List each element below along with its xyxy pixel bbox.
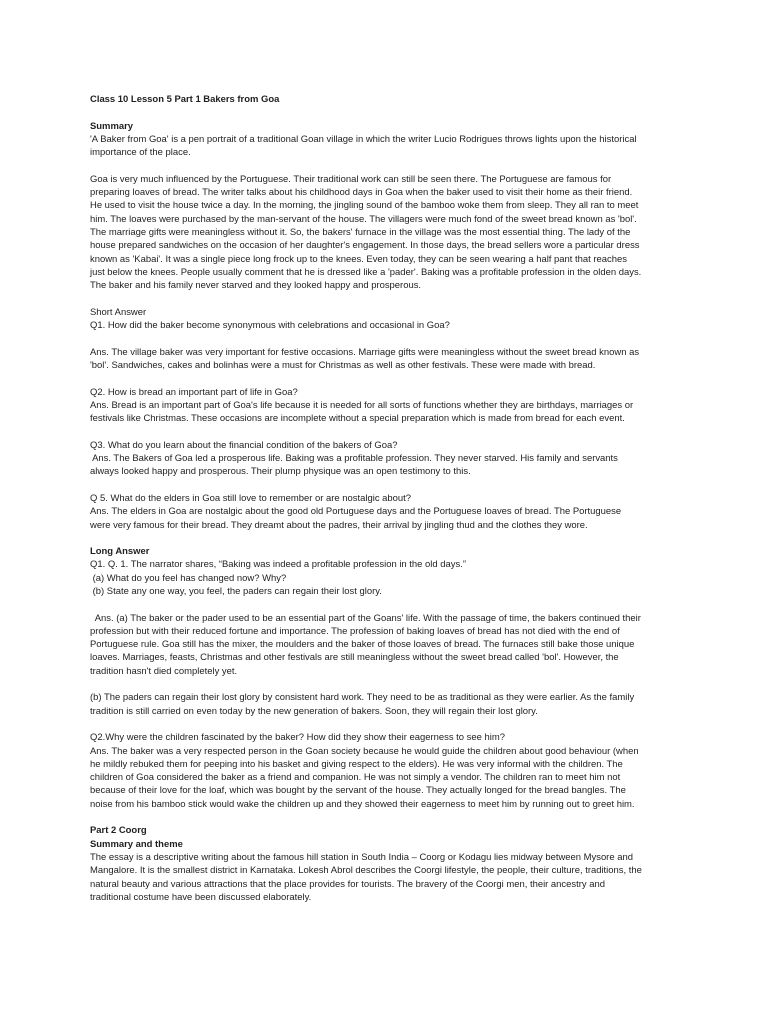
text-line: Ans. Bread is an important part of Goa's life because it is needed for all sorts of functions whether they are birthdays, marriages or (90, 399, 634, 411)
text-line: children of Goa considered the baker as a friend and companion. He was not simply a vendor. The children ran to meet him not (90, 772, 621, 784)
long-answer-heading: Long Answer (90, 546, 150, 558)
text-line: natural beauty and various attractions that the place provides for tourists. The bravery of the Coorgi men, their ancestry and (90, 878, 605, 890)
summary-heading: Summary (90, 120, 134, 132)
text-line: Goa is very much influenced by the Portuguese. Their traditional work can still be seen there. The Portuguese are famous for (90, 173, 612, 185)
answer-3 (90, 452, 708, 479)
text-line: festivals like Christmas. These occasions are incomplete without a special preparation which is made from bread for each event. (90, 413, 625, 425)
question-5: Q 5. What do the elders in Goa still love to remember or are nostalgic about? (90, 492, 412, 504)
text-line: Ans. The Bakers of Goa led a prosperous life. Baking was a profitable profession. They never starved. His family and servants (90, 453, 618, 465)
text-line: preparing loaves of bread. The writer talks about his childhood days in Goa when the baker used to visit their home as their friend. (90, 187, 633, 199)
text-line: Q1. Q. 1. The narrator shares, “Baking was indeed a profitable profession in the old days.” (90, 559, 466, 571)
text-line: The marriage gifts were meaningless without it. So, the bakers' furnace in the village was the most essential thing. The lady of the (90, 226, 631, 238)
text-line: The baker and his family never starved and they looked happy and prosperous. (90, 280, 422, 292)
text-line: loaves. Marriages, feasts, Christmas and other festivals are still meaningless without the sweet bread called 'bol'. However, the (90, 652, 619, 664)
question-2: Q2. How is bread an important part of life in Goa? (90, 386, 298, 398)
text-line: just below the knees. People usually comment that he is dressed like a 'pader'. Baking was a profitable profession in the olden days. (90, 266, 642, 278)
text-line: were very famous for their bread. They dreamt about the padres, their arrival by jingling thud and the clothes they wore. (90, 519, 588, 531)
long-answer-2 (90, 745, 708, 811)
text-line: Portuguese rule. Goa still has the mixer, the moulders and the baker of those loaves of bread. The furnaces still bake those unique (90, 639, 635, 651)
text-line: profession but with their reduced fortune and importance. The profession of baking loaves of bread has not died with the end of (90, 625, 620, 637)
text-line: he mildly rebuked them for peeping into his basket and giving respect to the elders). He was very informal with the children. The (90, 758, 623, 770)
text-line: He used to visit the house twice a day. In the morning, the jingling sound of the bamboo woke them from sleep. They all ran to meet (90, 200, 639, 212)
part-2-subheading: Summary and theme (90, 838, 183, 850)
text-line: known as 'Kabai'. It was a single piece long frock up to the knees. Even today, they can be seen wearing a half pant that reaches (90, 253, 627, 265)
text-line: noise from his bamboo stick would wake the children up and they showed their eagerness to meet him by running out to greet him. (90, 798, 635, 810)
document-title: Class 10 Lesson 5 Part 1 Bakers from Goa (90, 94, 280, 105)
text-line: 'A Baker from Goa' is a pen portrait of a traditional Goan village in which the writer Lucio Rodrigues throws lights upon the historical (90, 133, 637, 145)
text-line: traditional costume have been discussed elaborately. (90, 891, 312, 903)
summary-paragraph-2 (90, 173, 708, 293)
text-line: Ans. The village baker was very important for festive occasions. Marriage gifts were meaningless without the sweet bread known as (90, 346, 640, 358)
text-line: tradition hasn't died completely yet. (90, 665, 238, 677)
text-line: (b) State any one way, you feel, the paders can regain their lost glory. (90, 585, 382, 597)
short-answer-heading: Short Answer (90, 306, 147, 318)
text-line: (a) What do you feel has changed now? Why? (90, 572, 287, 584)
question-3: Q3. What do you learn about the financial condition of the bakers of Goa? (90, 439, 398, 451)
text-line: 'bol'. Sandwiches, cakes and bolinhas were a must for Christmas as well as other festivals. These were made with bread. (90, 359, 596, 371)
text-line: always looked happy and prosperous. Their plump physique was an open testimony to this. (90, 466, 471, 478)
part-2-heading: Part 2 Coorg (90, 825, 147, 837)
text-line: him. The loaves were purchased by the man-servant of the house. The villagers were much fond of the sweet bread known as 'bol'. (90, 213, 637, 225)
text-line: Mangalore. It is the smallest district in Karnataka. Lokesh Abrol describes the Coorgi lifestyle, the people, their culture, traditions, the (90, 865, 642, 877)
text-line: because of their love for the loaf, which was bought by the servant of the house. They actually longed for the bread bangles. The (90, 785, 626, 797)
text-line: importance of the place. (90, 147, 191, 159)
long-answer-1b (90, 691, 708, 718)
text-line: The essay is a descriptive writing about the famous hill station in South India – Coorg or Kodagu lies midway between Mysore and (90, 851, 633, 863)
part-2-paragraph (90, 851, 708, 904)
text-line: Ans. The baker was a very respected person in the Goan society because he would guide the children about good behaviour (when (90, 745, 639, 757)
answer-1 (90, 346, 708, 373)
long-question-2: Q2.Why were the children fascinated by the baker? How did they show their eagerness to see him? (90, 732, 505, 744)
long-question-1 (90, 558, 708, 598)
summary-paragraph-1 (90, 133, 708, 160)
answer-2 (90, 399, 708, 426)
answer-5 (90, 505, 708, 532)
text-line: Ans. The elders in Goa are nostalgic about the good old Portuguese days and the Portuguese loaves of bread. The Portuguese (90, 506, 622, 518)
text-line: Ans. (a) The baker or the pader used to be an essential part of the Goans' life. With the passage of time, the bakers continued their (90, 612, 641, 624)
text-line: house prepared sandwiches on the occasion of her daughter's engagement. In those days, the bread sellers wore a particular dress (90, 240, 640, 252)
question-1: Q1. How did the baker become synonymous with celebrations and occasional in Goa? (90, 320, 450, 332)
text-line: tradition is still carried on even today by the new generation of bakers. Soon, they will regain their lost glory. (90, 705, 538, 717)
long-answer-1a (90, 612, 708, 678)
text-line: (b) The paders can regain their lost glory by consistent hard work. They need to be as traditional as they were earlier. As the family (90, 692, 635, 704)
